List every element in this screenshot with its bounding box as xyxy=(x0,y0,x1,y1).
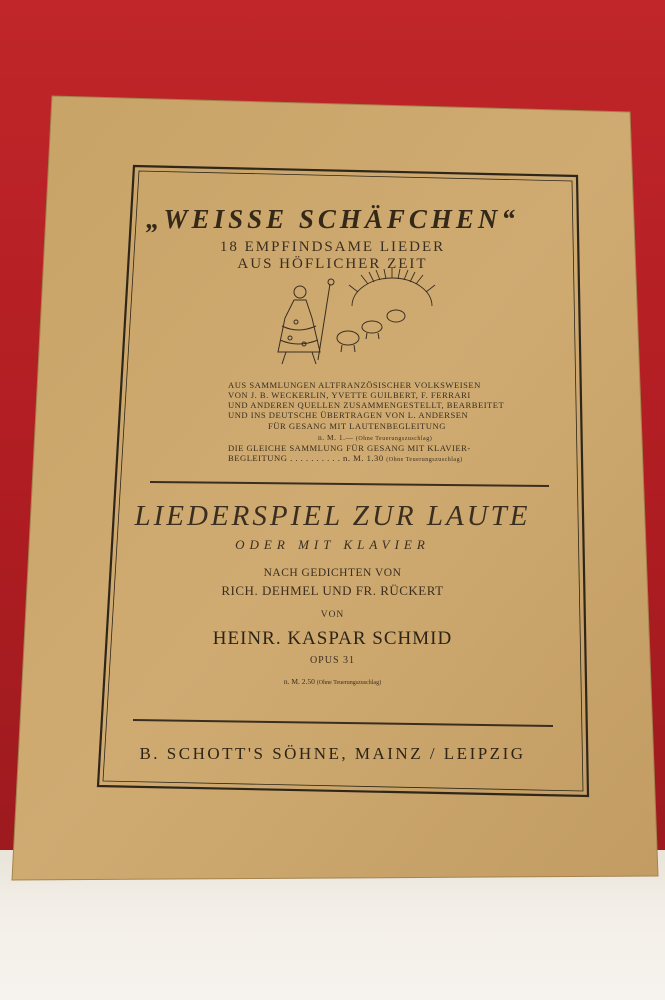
second-subtitle: ODER MIT KLAVIER xyxy=(235,537,430,552)
sources-line4: UND INS DEUTSCHE ÜBERTRAGEN VON L. ANDERSEN xyxy=(228,410,469,420)
publisher-imprint: B. SCHOTT'S SÖHNE, MAINZ / LEIPZIG xyxy=(139,744,526,763)
composer-name: HEINR. KASPAR SCHMID xyxy=(212,628,453,649)
poems-line2: RICH. DEHMEL UND FR. RÜCKERT xyxy=(221,583,444,598)
price-liederspiel: n. M. 2.50 (Ohne Teuerungszuschlag) xyxy=(283,677,382,686)
price-lute: n. M. 1.— (Ohne Teuerungszuschlag) xyxy=(318,433,433,442)
opus-number: OPUS 31 xyxy=(309,655,356,666)
edition-piano-line2: BEGLEITUNG . . . . . . . . . . n. M. 1.30 (Ohne Teuerungszuschlag) xyxy=(228,453,463,463)
cover-subtitle-line1: 18 EMPFINDSAME LIEDER xyxy=(219,239,446,255)
edition-lute: FÜR GESANG MIT LAUTENBEGLEITUNG xyxy=(268,421,446,431)
poems-line1: NACH GEDICHTEN VON xyxy=(263,567,402,579)
second-title: LIEDERSPIEL ZUR LAUTE xyxy=(134,500,531,532)
von-label: VON xyxy=(320,610,345,620)
sources-line3: UND ANDEREN QUELLEN ZUSAMMENGESTELLT, BEARBEITET xyxy=(228,400,505,410)
sources-line2: VON J. B. WECKERLIN, YVETTE GUILBERT, F. FERRARI xyxy=(228,390,471,400)
cover-subtitle-line2: AUS HÖFLICHER ZEIT xyxy=(237,256,428,272)
cover-title: „WEISSE SCHÄFCHEN“ xyxy=(146,204,519,234)
sources-line1: AUS SAMMLUNGEN ALTFRANZÖSISCHER VOLKSWEISEN xyxy=(228,380,481,390)
edition-piano-line1: DIE GLEICHE SAMMLUNG FÜR GESANG MIT KLAVIER- xyxy=(228,443,471,453)
